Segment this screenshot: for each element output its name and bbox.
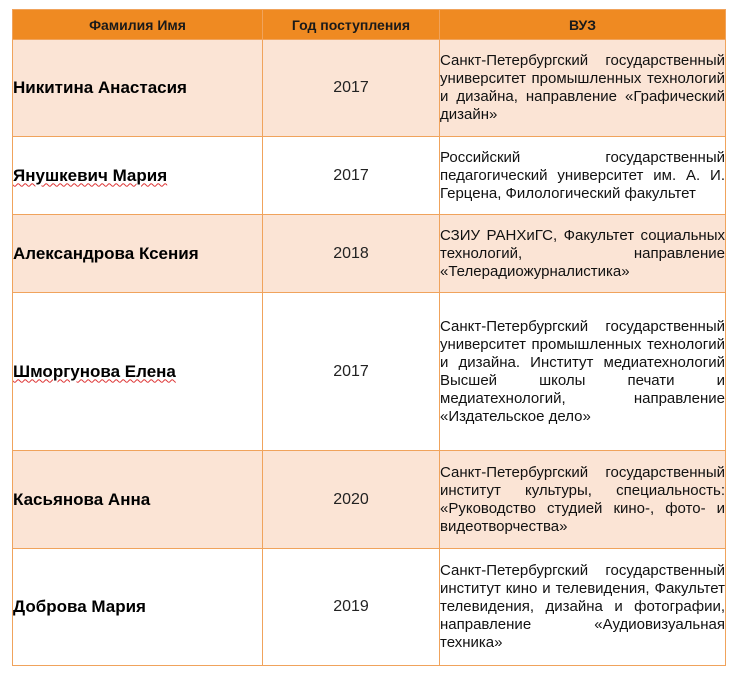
university-cell bbox=[440, 137, 726, 215]
header-row bbox=[13, 10, 726, 40]
student-name-text: Шморгунова Елена bbox=[13, 361, 176, 381]
students-table bbox=[12, 9, 726, 666]
table-row bbox=[13, 293, 726, 451]
enrollment-year: 2017 bbox=[263, 137, 440, 215]
university-cell bbox=[440, 451, 726, 549]
student-name: Доброва Мария bbox=[13, 549, 263, 666]
table-row bbox=[13, 215, 726, 293]
university-text: Санкт-Петербургский государственный институт кино и телевидения, Факультет телевидения, дизайна и фотографии, направление «Аудиовизуальная техника» bbox=[440, 562, 725, 651]
university-cell bbox=[440, 215, 726, 293]
table-row bbox=[13, 137, 726, 215]
header-university: ВУЗ bbox=[440, 10, 726, 40]
table-row bbox=[13, 40, 726, 137]
university-cell bbox=[440, 40, 726, 137]
enrollment-year: 2017 bbox=[263, 40, 440, 137]
enrollment-year: 2018 bbox=[263, 215, 440, 293]
student-name-text: Янушкевич Мария bbox=[13, 165, 168, 185]
enrollment-year: 2017 bbox=[263, 293, 440, 451]
university-text: Российский государственный педагогический университет им. А. И. Герцена, Филологический факультет bbox=[440, 148, 725, 202]
university-cell bbox=[440, 293, 726, 451]
university-text: СЗИУ РАНХиГС, Факультет социальных технологий, направление «Телерадиожурналистика» bbox=[440, 226, 725, 280]
header-name: Фамилия Имя bbox=[13, 10, 263, 40]
student-name: Никитина Анастасия bbox=[13, 40, 263, 137]
enrollment-year: 2019 bbox=[263, 549, 440, 666]
student-name: Александрова Ксения bbox=[13, 215, 263, 293]
header-year: Год поступления bbox=[263, 10, 440, 40]
university-text: Санкт-Петербургский государственный университет промышленных технологий и дизайна. Институт медиатехнологий Высшей школы печати и медиатехнологий, направление «Издательское дело» bbox=[440, 317, 725, 425]
student-name bbox=[13, 293, 263, 451]
table-row bbox=[13, 549, 726, 666]
university-text: Санкт-Петербургский государственный институт культуры, специальность: «Руководство студией кино-, фото- и видеотворчества» bbox=[440, 463, 725, 535]
enrollment-year: 2020 bbox=[263, 451, 440, 549]
table-row bbox=[13, 451, 726, 549]
university-text: Санкт-Петербургский государственный университет промышленных технологий и дизайна, направление «Графический дизайн» bbox=[440, 52, 725, 123]
university-cell bbox=[440, 549, 726, 666]
student-name bbox=[13, 137, 263, 215]
student-name: Касьянова Анна bbox=[13, 451, 263, 549]
